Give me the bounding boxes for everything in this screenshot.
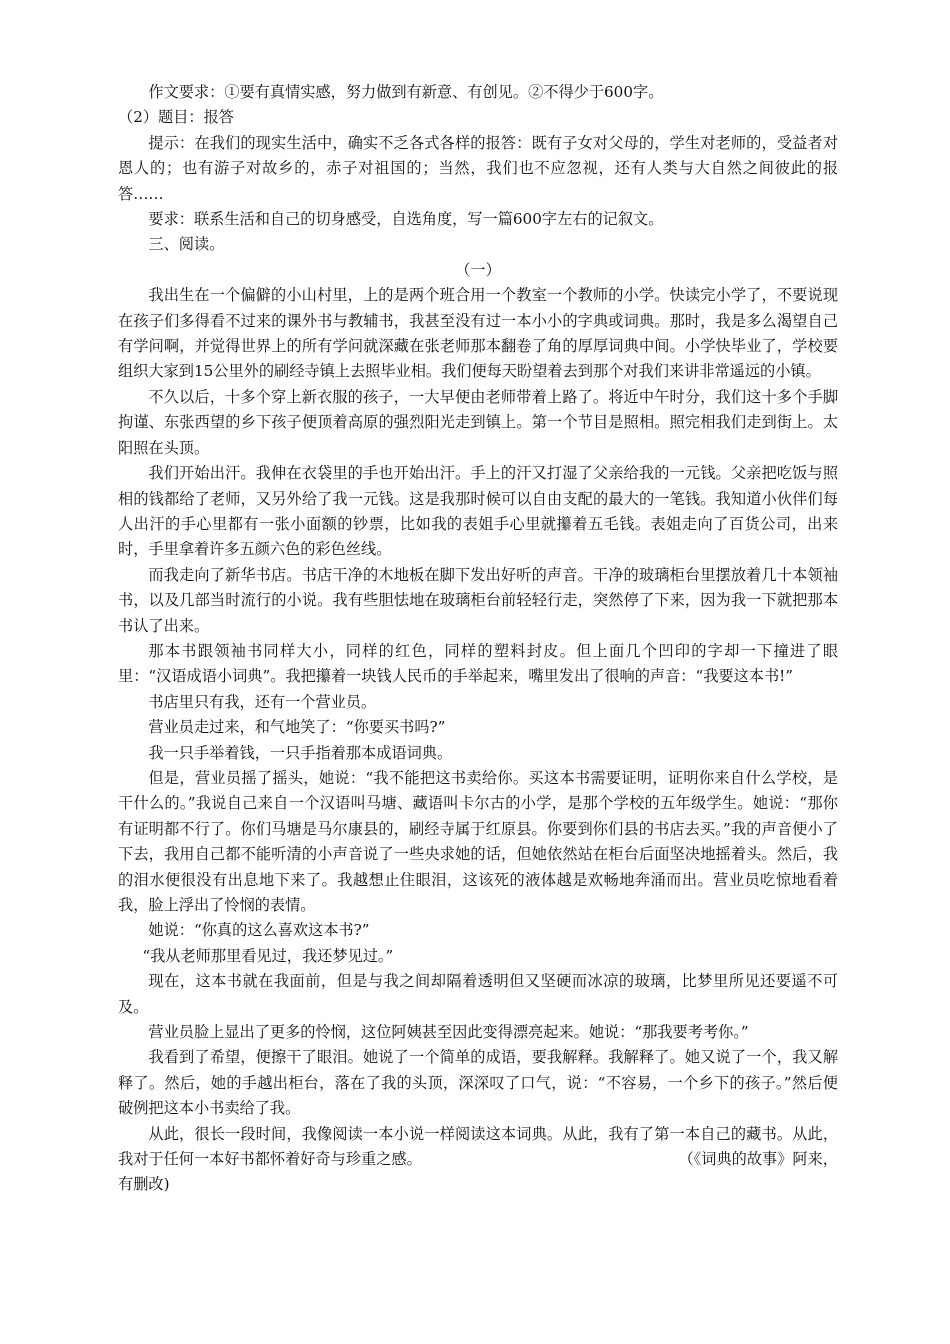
source-citation-line2: 有删改) [118,1175,170,1194]
reading-paragraph-14: 我看到了希望，便擦干了眼泪。她说了一个简单的成语，要我解释。我解释了。她又说了一个，我又解释了。然后，她的手越出柜台，落在了我的头顶，深深叹了口气，说：“不容易，一个乡下的孩子。”然后便破例把这本小书卖给了我。 [118,1048,838,1118]
reading-paragraph-5: 那本书跟领袖书同样大小，同样的红色，同样的塑料封皮。但上面几个凹印的字却一下撞进了眼里：“汉语成语小词典”。我把攥着一块钱人民币的手举起来，嘴里发出了很响的声音：“我要这本书!” [118,641,838,686]
reading-paragraph-12: 现在，这本书就在我面前，但是与我之间却隔着透明但又坚硬而冰凉的玻璃，比梦里所见还要遥不可及。 [118,972,838,1016]
topic2-hint: 提示：在我们的现实生活中，确实不乏各式各样的报答：既有子女对父母的，学生对老师的，受益者对恩人的；也有游子对故乡的，赤子对祖国的；当然，我们也不应忽视，还有人类与大自然之间彼此的报答…… [118,133,838,203]
document-page [118,80,838,1198]
last-paragraph-text: 从此，很长一段时间，我像阅读一本小说一样阅读这本词典。从此，我有了第一本自己的藏书。从此，我对于任何一本好书都怀着好奇与珍重之感。 [118,1124,838,1169]
reading-paragraph-10: 她说：“你真的这么喜欢这本书?” [148,921,370,940]
reading-paragraph-1: 我出生在一个偏僻的小山村里，上的是两个班合用一个教室一个教师的小学。快读完小学了，不要说现在孩子们多得看不过来的课外书与教辅书，我甚至没有过一本小小的字典或词典。那时，我是多么渴望自己有学问啊，并觉得世界上的所有学问就深藏在张老师那本翻卷了角的厚厚词典中间。小学快毕业了，学校要组织大家到15公里外的刷经寺镇上去照毕业相。我们便每天盼望着去到那个对我们来讲非常遥远的小镇。 [118,286,838,381]
reading-paragraph-13: 营业员脸上显出了更多的怜悯，这位阿姨甚至因此变得漂亮起来。她说：“那我要考考你。” [148,1023,749,1042]
reading-heading: 三、阅读。 [148,235,225,254]
writing-requirement: 作文要求：①要有真情实感，努力做到有新意、有创见。②不得少于600字。 [148,83,664,101]
reading-paragraph-4: 而我走向了新华书店。书店干净的木地板在脚下发出好听的声音。干净的玻璃柜台里摆放着几十本领袖书，以及几部当时流行的小说。我有些胆怯地在玻璃柜台前轻轻行走，突然停了下来，因为我一下就把那本书认了出来。 [118,565,838,635]
reading-paragraph-3: 我们开始出汗。我伸在衣袋里的手也开始出汗。手上的汗又打湿了父亲给我的一元钱。父亲把吃饭与照相的钱都给了老师，又另外给了我一元钱。这是我那时候可以自由支配的最大的一笔钱。我知道小伙伴们每人出汗的手心里都有一张小面额的钞票，比如我的表姐手心里就攥着五毛钱。表姐走向了百货公司，出来时，手里拿着许多五颜六色的彩色丝线。 [118,464,838,559]
source-citation-line1: （《词典的故事》阿来， [678,1150,838,1169]
reading-paragraph-6: 书店里只有我，还有一个营业员。 [148,692,377,711]
reading-last-paragraph [118,1122,838,1173]
reading-part-label: （一） [455,260,501,279]
reading-paragraph-2: 不久以后，十多个穿上新衣服的孩子，一大早便由老师带着上路了。将近中午时分，我们这十多个手脚拘谨、东张西望的乡下孩子便顶着高原的强烈阳光走到镇上。第一个节目是照相。照完相我们走到街上。太阳照在头顶。 [118,387,838,457]
reading-paragraph-11: “我从老师那里看见过，我还梦见过。” [142,946,394,965]
topic2-title: （2）题目：报答 [118,108,234,127]
reading-paragraph-9: 但是，营业员摇了摇头，她说：“我不能把这书卖给你。买这本书需要证明，证明你来自什么学校，是干什么的。”我说自己来自一个汉语叫马塘、藏语叫卡尔古的小学，是那个学校的五年级学生。她说：“那你有证明都不行了。你们马塘是马尔康县的，刷经寺属于红原县。你要到你们县的书店去买。”我的声音便小了下去，我用自己都不能听清的小声音说了一些央求她的话，但她依然站在柜台后面坚决地摇着头。然后，我的泪水便很没有出息地下来了。我越想止住眼泪，这该死的液体越是欢畅地奔涌而出。营业员吃惊地看着我，脸上浮出了怜悯的表情。 [118,768,838,914]
topic2-requirement: 要求：联系生活和自己的切身感受，自选角度，写一篇600字左右的记叙文。 [148,210,664,229]
reading-paragraph-7: 营业员走过来，和气地笑了：“你要买书吗?” [148,718,446,737]
reading-paragraph-8: 我一只手举着钱，一只手指着那本成语词典。 [148,743,453,762]
